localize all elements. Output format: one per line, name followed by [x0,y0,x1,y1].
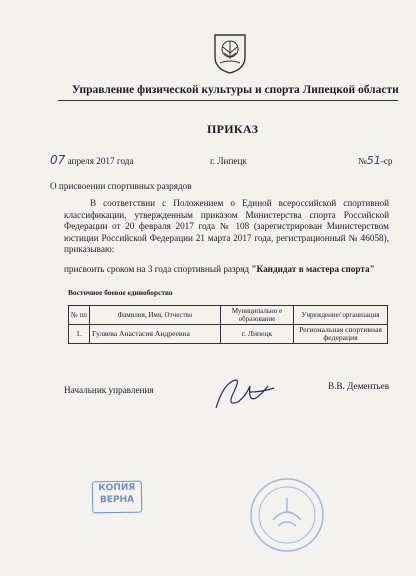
header-divider [58,100,398,101]
cell-number: 1. [69,325,90,344]
document-date [50,153,134,167]
document-subject: О присвоении спортивных разрядов [50,181,192,191]
stamp-line-2: ВЕРНА [99,494,135,506]
cell-name: Гуляева Анастасия Андреевна [90,325,221,344]
official-seal-icon [248,476,326,554]
document-city: г. Липецк [210,156,247,166]
assign-rank: "Кандидат в мастера спорта" [251,264,375,274]
organization-name: Управление физической культуры и спорта Липецкой области [72,84,399,96]
table-row [69,325,388,344]
col-header-name: Фамилия, Имя, Отчество [90,306,221,325]
sport-heading: Восточное боевое единоборство [68,288,173,297]
col-header-number: № пп [69,306,90,325]
coat-of-arms-icon [213,33,247,75]
cell-municipality: г. Липецк [221,325,294,344]
copy-certified-stamp [92,481,143,514]
signer-position: Начальник управления [64,385,154,395]
document-title: ПРИКАЗ [207,122,259,136]
col-header-municipality: Муниципально е образование [221,306,294,325]
cell-organization: Региональная спортивная федерация [294,325,388,344]
assign-prefix: присвоить сроком на 3 года спортивный разряд [64,264,252,274]
date-month-year: апреля 2017 года [67,156,134,166]
table-header-row [69,306,388,325]
athletes-table [68,305,388,344]
signature [210,372,280,417]
number-suffix: -ср [380,156,393,166]
document-body: В соответствии с Положением о Единой всероссийской спортивной классификации, утвержденным приказом Министерства спорта Российской Федерации от 20 февраля 2017 года № 108 (зарегистрирован Министерством юстиции Российской Федерации 21 марта 2017 года, регистрационный № 46058), приказываю: [64,198,389,255]
stamp-line-1: КОПИЯ [98,482,136,494]
signer-name: В.В. Дементьев [328,381,390,391]
document-number [358,154,393,167]
number-prefix: № [358,156,367,166]
col-header-organization: Учреждение/ организация [294,306,388,325]
number-handwritten: 51 [366,154,381,167]
assign-statement [64,264,375,274]
date-day-handwritten: 07 [50,153,66,167]
